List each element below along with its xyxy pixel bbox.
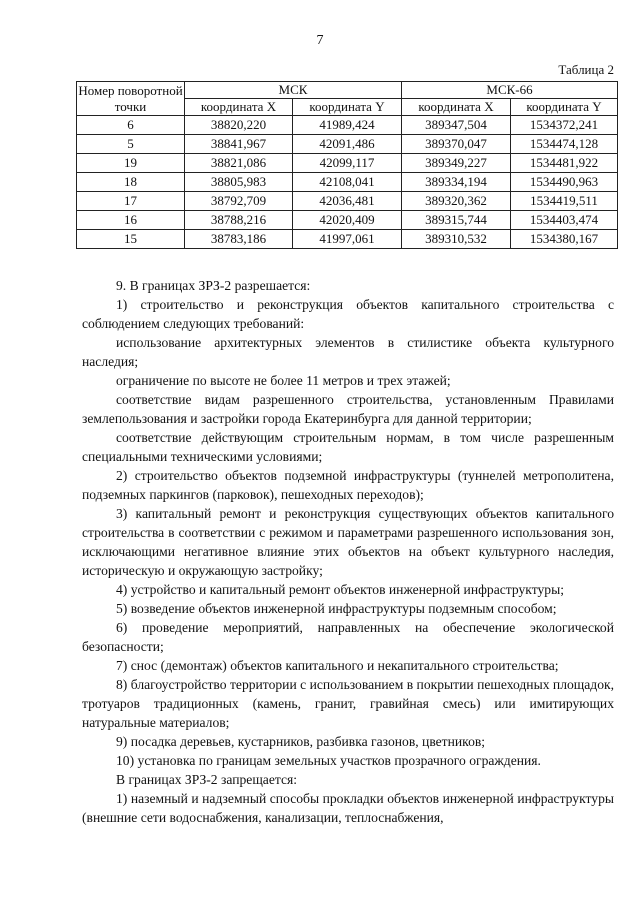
paragraph: 8) благоустройство территории с использованием в покрытии пешеходных площадок, тротуаров традиционных (камень, гранит, гравийная смесь) или имитирующих натуральные материалов;	[82, 677, 614, 730]
cell-msk-x: 38805,983	[185, 173, 293, 192]
cell-msk66-x: 389320,362	[402, 192, 511, 211]
table-row	[77, 230, 618, 249]
cell-msk66-y: 1534403,474	[511, 211, 618, 230]
table-row	[77, 154, 618, 173]
paragraph: 9) посадка деревьев, кустарников, разбивка газонов, цветников;	[116, 734, 486, 749]
header-msk66: МСК-66	[402, 82, 618, 99]
document-body	[82, 276, 614, 827]
cell-point: 17	[77, 192, 185, 211]
cell-msk-y: 42020,409	[293, 211, 402, 230]
header-msk66-y: координата Y	[511, 99, 618, 116]
cell-msk-x: 38788,216	[185, 211, 293, 230]
header-msk-y: координата Y	[293, 99, 402, 116]
cell-msk66-x: 389310,532	[402, 230, 511, 249]
table-row	[77, 116, 618, 135]
header-msk-x: координата X	[185, 99, 293, 116]
paragraph: соответствие видам разрешенного строительства, установленным Правилами землепользования и застройки города Екатеринбурга для данной территории;	[82, 392, 614, 426]
header-point-number: Номер поворотной точки	[78, 82, 183, 114]
coordinates-table	[76, 81, 618, 249]
cell-msk-y: 42036,481	[293, 192, 402, 211]
table-row	[77, 211, 618, 230]
paragraph: 3) капитальный ремонт и реконструкция существующих объектов капитального строительства в соответствии с режимом и параметрами разрешенного использования зон, исключающими негативное влияние этих объектов на объект культурного наследия, историческую и окружающую застройку;	[82, 506, 614, 578]
cell-msk66-y: 1534372,241	[511, 116, 618, 135]
cell-msk-x: 38783,186	[185, 230, 293, 249]
cell-point: 5	[77, 135, 185, 154]
cell-msk66-x: 389315,744	[402, 211, 511, 230]
header-msk66-x: координата X	[402, 99, 511, 116]
paragraph: 10) установка по границам земельных участков прозрачного ограждения.	[116, 753, 541, 768]
cell-msk66-y: 1534419,511	[511, 192, 618, 211]
cell-msk66-y: 1534474,128	[511, 135, 618, 154]
cell-msk66-x: 389370,047	[402, 135, 511, 154]
cell-point: 19	[77, 154, 185, 173]
paragraph: 9. В границах ЗРЗ-2 разрешается:	[116, 278, 311, 293]
cell-point: 16	[77, 211, 185, 230]
paragraph: 2) строительство объектов подземной инфраструктуры (туннелей метрополитена, подземных паркингов (парковок), пешеходных переходов);	[82, 468, 614, 502]
paragraph: 6) проведение мероприятий, направленных на обеспечение экологической безопасности;	[82, 620, 614, 654]
paragraph: использование архитектурных элементов в стилистике объекта культурного наследия;	[82, 335, 614, 369]
paragraph: В границах ЗРЗ-2 запрещается:	[116, 772, 298, 787]
table-row	[77, 192, 618, 211]
cell-msk66-x: 389334,194	[402, 173, 511, 192]
table-row	[77, 173, 618, 192]
cell-point: 6	[77, 116, 185, 135]
paragraph: 4) устройство и капитальный ремонт объектов инженерной инфраструктуры;	[116, 582, 564, 597]
cell-msk-x: 38821,086	[185, 154, 293, 173]
cell-msk-x: 38841,967	[185, 135, 293, 154]
cell-msk-y: 41989,424	[293, 116, 402, 135]
cell-msk-y: 41997,061	[293, 230, 402, 249]
paragraph: 7) снос (демонтаж) объектов капитального и некапитального строительства;	[116, 658, 559, 673]
page-number: 7	[316, 33, 324, 48]
cell-msk-x: 38792,709	[185, 192, 293, 211]
cell-msk-y: 42099,117	[293, 154, 402, 173]
cell-point: 15	[77, 230, 185, 249]
cell-msk-y: 42091,486	[293, 135, 402, 154]
cell-msk66-y: 1534481,922	[511, 154, 618, 173]
cell-msk66-x: 389347,504	[402, 116, 511, 135]
cell-msk66-x: 389349,227	[402, 154, 511, 173]
cell-msk66-y: 1534490,963	[511, 173, 618, 192]
paragraph: 5) возведение объектов инженерной инфраструктуры подземным способом;	[116, 601, 557, 616]
paragraph: 1) наземный и надземный способы прокладки объектов инженерной инфраструктуры (внешние сети водоснабжения, канализации, теплоснабжения,	[82, 791, 614, 825]
table-caption: Таблица 2	[558, 62, 614, 77]
paragraph: 1) строительство и реконструкция объектов капитального строительства с соблюдением следующих требований:	[82, 297, 614, 331]
cell-point: 18	[77, 173, 185, 192]
header-msk: МСК	[185, 82, 402, 99]
paragraph: ограничение по высоте не более 11 метров и трех этажей;	[116, 373, 451, 388]
table-row	[77, 135, 618, 154]
cell-msk-y: 42108,041	[293, 173, 402, 192]
paragraph: соответствие действующим строительным нормам, в том числе разрешенным специальными техническими условиями;	[82, 430, 614, 464]
cell-msk-x: 38820,220	[185, 116, 293, 135]
cell-msk66-y: 1534380,167	[511, 230, 618, 249]
